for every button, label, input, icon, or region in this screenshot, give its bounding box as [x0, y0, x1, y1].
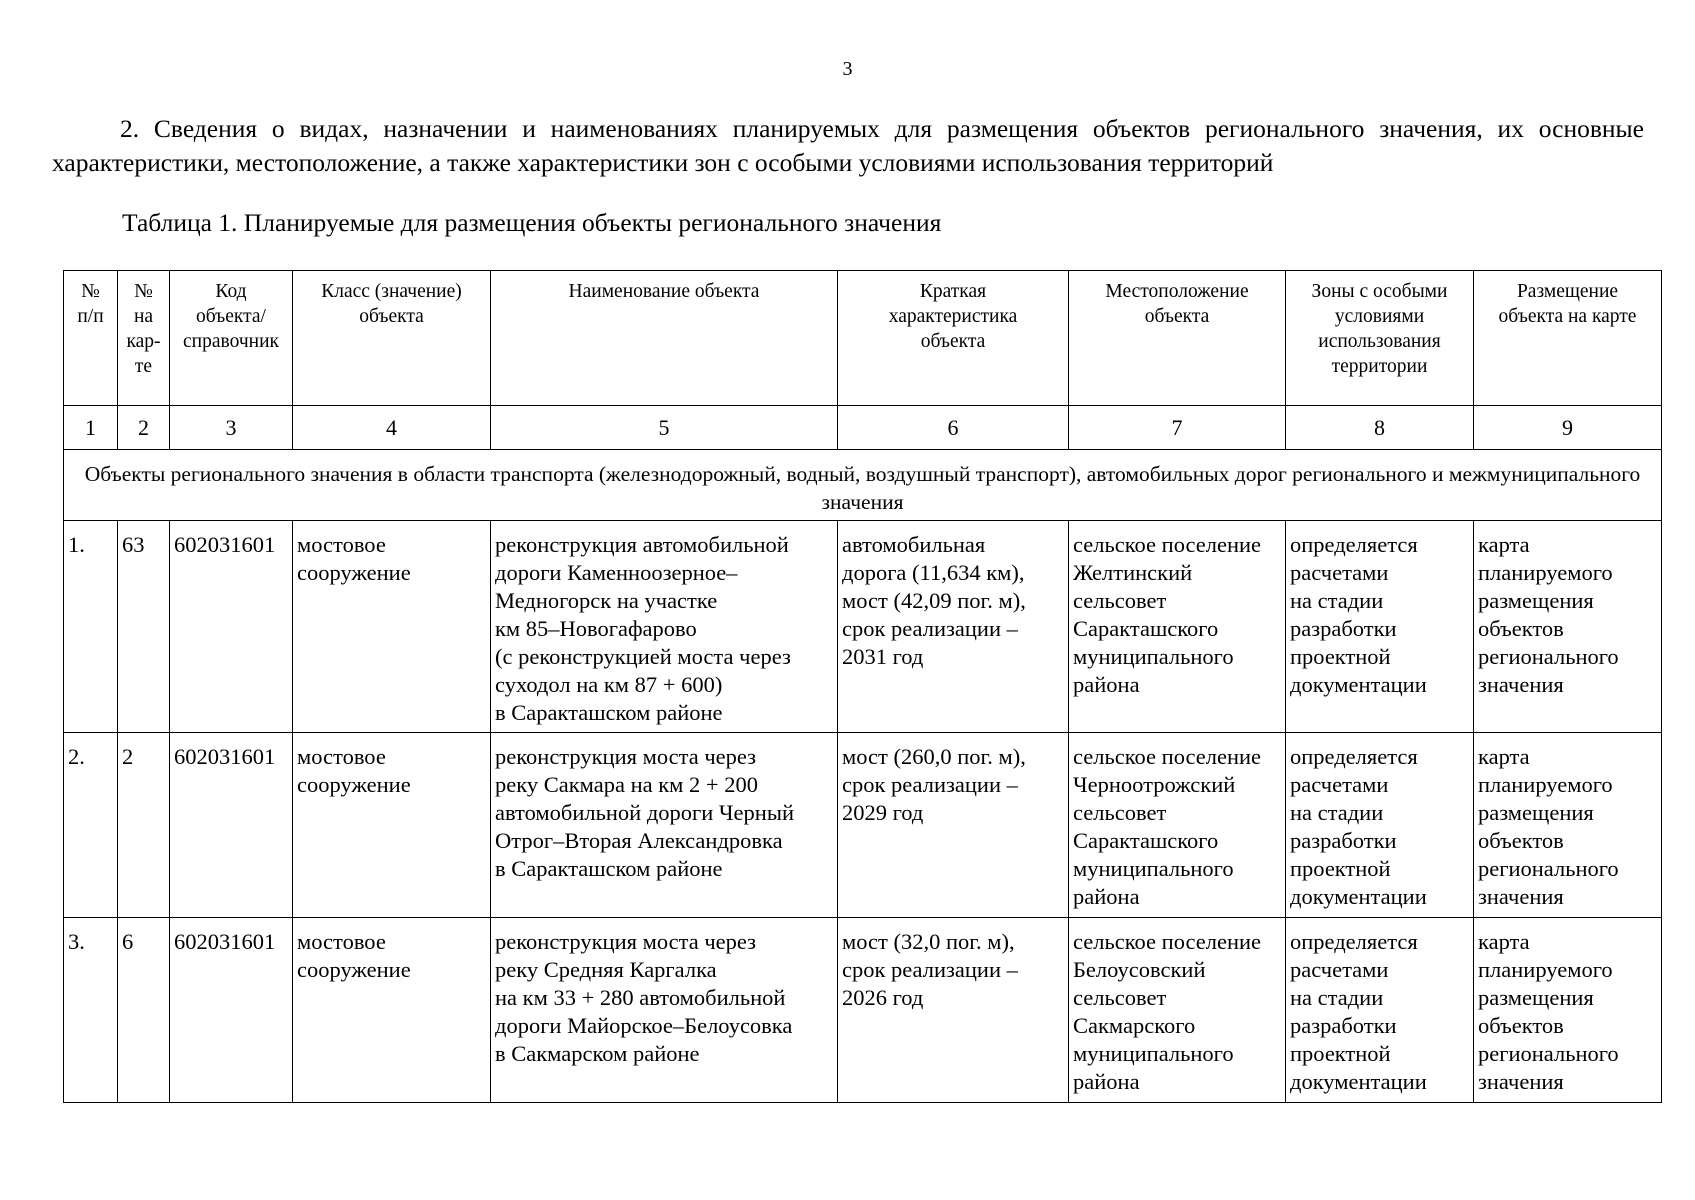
object-code: 602031601 [174, 744, 276, 769]
object-name: реконструкция моста через реку Средняя Каргалка на км 33 + 280 автомобильной дороги Майорское–Белоусовка в Сакмарском районе [495, 929, 793, 1066]
table-row [64, 733, 1662, 918]
special-zones: определяется расчетами на стадии разработки проектной документации [1290, 532, 1427, 697]
table-row [64, 918, 1662, 1103]
object-location: сельское поселение Белоусовский сельсовет Сакмарского муниципального района [1073, 929, 1262, 1094]
header-cell: № на кар- те [118, 271, 170, 406]
object-class-cell [293, 733, 491, 918]
header-cell: № п/п [64, 271, 118, 406]
column-number-cell: 4 [293, 406, 491, 450]
placement-cell [1474, 918, 1662, 1103]
header-cell: Местоположение объекта [1069, 271, 1286, 406]
column-numbers-row [64, 406, 1662, 450]
header-cell: Код объекта/ справочник [170, 271, 293, 406]
zones-cell [1286, 918, 1474, 1103]
object-name-cell [491, 918, 838, 1103]
object-characteristics: автомобильная дорога (11,634 км), мост (42,09 пог. м), срок реализации – 2031 год [842, 532, 1026, 669]
map-placement: карта планируемого размещения объектов регионального значения [1478, 744, 1619, 909]
table-header-row [64, 271, 1662, 406]
map-placement: карта планируемого размещения объектов регионального значения [1478, 532, 1619, 697]
header-cell: Размещение объекта на карте [1474, 271, 1662, 406]
row-number: 2. [68, 744, 85, 769]
object-class: мостовое сооружение [297, 744, 411, 797]
row-number-cell [64, 918, 118, 1103]
map-placement: карта планируемого размещения объектов регионального значения [1478, 929, 1619, 1094]
map-number-cell [118, 521, 170, 733]
placement-cell [1474, 733, 1662, 918]
column-number-cell: 8 [1286, 406, 1474, 450]
column-number-cell: 6 [838, 406, 1069, 450]
object-class: мостовое сооружение [297, 929, 411, 982]
table-row [64, 521, 1662, 733]
object-class: мостовое сооружение [297, 532, 411, 585]
column-number-cell: 3 [170, 406, 293, 450]
zones-cell [1286, 521, 1474, 733]
row-number: 3. [68, 929, 85, 954]
location-cell [1069, 521, 1286, 733]
placement-cell [1474, 521, 1662, 733]
map-number: 2 [122, 744, 134, 769]
section-heading: 2. Сведения о видах, назначении и наименованиях планируемых для размещения объектов регионального значения, их основные характеристики, местоположение, а также характеристики зон с особыми условиями использования территорий [52, 114, 1644, 177]
column-number-cell: 2 [118, 406, 170, 450]
location-cell [1069, 918, 1286, 1103]
object-name-cell [491, 733, 838, 918]
column-number-cell: 9 [1474, 406, 1662, 450]
object-name: реконструкция моста через реку Сакмара на км 2 + 200 автомобильной дороги Черный Отрог–Вторая Александровка в Саракташском районе [495, 744, 794, 881]
object-code: 602031601 [174, 929, 276, 954]
column-number-cell: 5 [491, 406, 838, 450]
object-code-cell [170, 521, 293, 733]
map-number-cell [118, 733, 170, 918]
row-number-cell [64, 733, 118, 918]
object-location: сельское поселение Черноотрожский сельсовет Саракташского муниципального района [1073, 744, 1262, 909]
location-cell [1069, 733, 1286, 918]
special-zones: определяется расчетами на стадии разработки проектной документации [1290, 744, 1427, 909]
section-title: Объекты регионального значения в области транспорта (железнодорожный, водный, воздушный транспорт), автомобильных дорог регионального и межмуниципального значения [64, 450, 1662, 521]
object-code: 602031601 [174, 532, 276, 557]
table-title: Таблица 1. Планируемые для размещения объекты регионального значения [122, 208, 942, 237]
header-cell: Класс (значение) объекта [293, 271, 491, 406]
object-characteristics: мост (32,0 пог. м), срок реализации – 2026 год [842, 929, 1018, 1010]
object-name-cell [491, 521, 838, 733]
characteristics-cell [838, 521, 1069, 733]
characteristics-cell [838, 733, 1069, 918]
row-number: 1. [68, 532, 85, 557]
row-number-cell [64, 521, 118, 733]
map-number-cell [118, 918, 170, 1103]
section-row [64, 450, 1662, 521]
column-number-cell: 7 [1069, 406, 1286, 450]
characteristics-cell [838, 918, 1069, 1103]
object-class-cell [293, 918, 491, 1103]
object-name: реконструкция автомобильной дороги Каменноозерное– Медногорск на участке км 85–Новогафарово (с реконструкцией моста через суходол на км 87 + 600) в Саракташском районе [495, 532, 791, 725]
object-code-cell [170, 733, 293, 918]
object-location: сельское поселение Желтинский сельсовет Саракташского муниципального района [1073, 532, 1262, 697]
special-zones: определяется расчетами на стадии разработки проектной документации [1290, 929, 1427, 1094]
header-cell: Зоны с особыми условиями использования территории [1286, 271, 1474, 406]
map-number: 6 [122, 929, 134, 954]
header-cell: Краткая характеристика объекта [838, 271, 1069, 406]
planned-objects-table [63, 270, 1662, 1103]
object-characteristics: мост (260,0 пог. м), срок реализации – 2029 год [842, 744, 1026, 825]
page-number: 3 [842, 58, 853, 80]
header-cell: Наименование объекта [491, 271, 838, 406]
column-number-cell: 1 [64, 406, 118, 450]
zones-cell [1286, 733, 1474, 918]
object-code-cell [170, 918, 293, 1103]
object-class-cell [293, 521, 491, 733]
map-number: 63 [122, 532, 145, 557]
